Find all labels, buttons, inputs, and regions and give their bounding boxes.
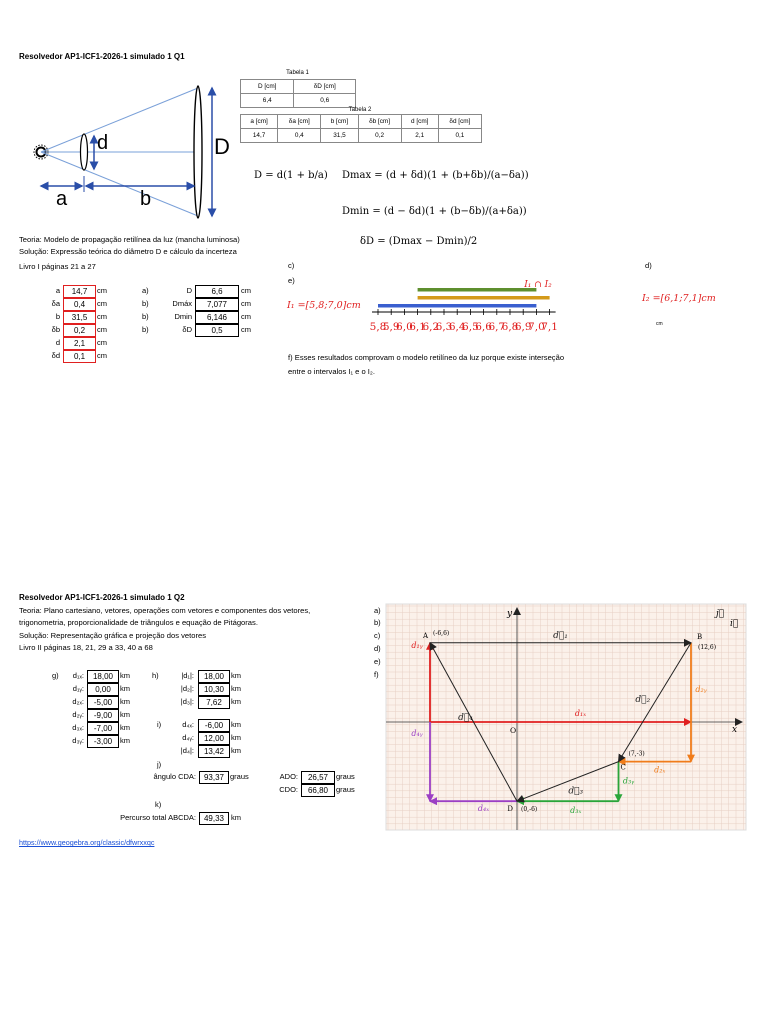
j-ado-unit: graus (336, 772, 355, 781)
unit-vector-i: i⃗ (730, 619, 739, 629)
g-label: d₁ₓ: (72, 671, 84, 680)
g-unit: km (120, 697, 130, 706)
result-label: D (186, 286, 192, 295)
result-unit: cm (241, 299, 251, 308)
result-Dmax: 7,077 (195, 298, 239, 311)
item-a: a) (374, 606, 381, 615)
g-d2y: -9,00 (87, 709, 119, 722)
point-label-A: A (422, 631, 428, 640)
input-label: a (55, 286, 60, 295)
input-label: δb (51, 325, 60, 334)
point-coord-D: (0,-6) (521, 806, 538, 814)
tick-label: 6,7 (488, 321, 506, 333)
tick-label: 5,8 (369, 321, 387, 333)
point-coord-B: (12,6) (698, 643, 717, 651)
item-b: b) (374, 618, 381, 627)
disk-object (81, 134, 88, 170)
j-ado-label: ADO: (279, 772, 298, 781)
tabela1-cell: 6,4 (241, 94, 294, 108)
q1-solucao: Solução: Expressão teórica do diâmetro D e cálculo da incerteza (19, 247, 237, 256)
k-unit: km (231, 813, 241, 822)
tabela2-cell: 2,1 (401, 129, 438, 143)
result-label: δD (182, 325, 192, 334)
h-label: |d₃|: (180, 697, 194, 706)
tick-label: 6,6 (475, 321, 492, 333)
tabela2-caption: Tabela 2 (348, 107, 372, 113)
tabela2-header: b [cm] (321, 115, 358, 129)
tabela2 (240, 114, 482, 143)
diagram-label-d: d (97, 132, 109, 154)
h-unit: km (231, 697, 241, 706)
input-da: 0,4 (63, 298, 96, 311)
tabela2-header: δa [cm] (278, 115, 321, 129)
input-label: δd (51, 351, 60, 360)
point-coord-A: (-6,6) (433, 629, 450, 637)
interval-i1-bar (378, 304, 536, 308)
q2-solucao: Solução: Representação gráfica e projeção dos vetores (19, 631, 207, 640)
k-value: 49,33 (199, 812, 229, 825)
tabela2-header: δd [cm] (438, 115, 481, 129)
result-label: Dmáx (172, 299, 192, 308)
h-d1: 18,00 (198, 670, 230, 683)
i-unit: km (231, 746, 241, 755)
tabela2-cell: 0,1 (438, 129, 481, 143)
point-label-B: B (697, 632, 703, 641)
y-axis-label: y (507, 609, 513, 619)
formula-Dmax: Dmax = (d + δd)(1 + (b+δb)/(a−δa)) (342, 170, 529, 181)
input-label: b (55, 312, 60, 321)
interval-number-line (284, 276, 716, 340)
i-d4x: -6,00 (198, 719, 230, 732)
item-c2: c) (374, 631, 381, 640)
q2-livro: Livro II páginas 18, 21, 29 a 33, 40 a 68 (19, 643, 153, 652)
j-ado-value: 26,57 (301, 771, 335, 784)
point-label-C: C (620, 763, 626, 772)
result-item: b) (142, 312, 149, 321)
q1-livro: Livro I páginas 21 a 27 (19, 262, 96, 271)
label-d3x: d₃ₓ (570, 806, 582, 816)
label-d4x: d₄ₓ (477, 804, 490, 814)
tabela1-cell: 0,6 (294, 94, 356, 108)
j-cdo-value: 66,80 (301, 784, 335, 797)
h-label: |d₁|: (181, 671, 194, 680)
result-label: Dmin (174, 312, 192, 321)
tick-label: 6,8 (501, 321, 519, 333)
result-item: a) (142, 286, 149, 295)
h-unit: km (231, 671, 241, 680)
g-label: d₁ᵧ: (72, 684, 84, 693)
tabela1-caption: Tabela 1 (286, 70, 309, 76)
tick-label: 6,0 (396, 321, 413, 333)
item-f-line2: entre o intervalos I₁ e o I₂. (288, 367, 375, 376)
result-unit: cm (241, 312, 251, 321)
g-unit: km (120, 684, 130, 693)
q2-teoria2: trigonometria, proporcionalidade de triângulos e equação de Pitágoras. (19, 618, 258, 627)
i-d4y: 12,00 (198, 732, 230, 745)
formula-Dmin: Dmin = (d − δd)(1 + (b−δb)/(a+δa)) (342, 206, 527, 217)
result-D: 6,6 (195, 285, 239, 298)
tick-label: 7,1 (541, 321, 558, 333)
item-e: e) (288, 276, 295, 285)
point-label-D: D (507, 805, 513, 814)
h-label: |d₂|: (180, 684, 194, 693)
input-a: 14,7 (63, 285, 96, 298)
interval-i2-bar (418, 296, 550, 300)
label-d4: d⃗₄ (458, 713, 473, 723)
tick-label: 6,9 (514, 321, 532, 333)
screen-shadow (194, 86, 202, 218)
input-unit: cm (97, 312, 107, 321)
label-d1x: d₁ₓ (574, 709, 587, 718)
intersection-bar (418, 288, 537, 292)
g-unit: km (120, 710, 130, 719)
label-d3y: d₃ᵧ (622, 776, 635, 786)
input-b: 31,5 (63, 311, 96, 324)
j-cda-label: ângulo CDA: (153, 772, 196, 781)
input-db: 0,2 (63, 324, 96, 337)
item-d2: d) (374, 644, 381, 653)
q2-teoria1: Teoria: Plano cartesiano, vetores, operações com vetores e componentes dos vetores, (19, 606, 311, 615)
tabela1-header: D [cm] (241, 80, 294, 94)
label-d3: d⃗₃ (568, 786, 584, 797)
formula-D: D = d(1 + b/a) (254, 170, 328, 181)
x-axis-label: x (732, 725, 738, 735)
h-d3: 7,62 (198, 696, 230, 709)
result-item: b) (142, 299, 149, 308)
item-i: i) (157, 720, 162, 729)
item-h: h) (152, 671, 159, 680)
i-label: d₄ₓ: (182, 720, 194, 729)
g-label: d₂ₓ: (72, 697, 84, 706)
tabela2-cell: 31,5 (321, 129, 358, 143)
j-cdo-unit: graus (336, 785, 355, 794)
axis-unit-label: cm (656, 321, 663, 327)
i-unit: km (231, 733, 241, 742)
tick-label: 6,1 (409, 321, 426, 333)
g-d2x: -5,00 (87, 696, 119, 709)
vector-graph (386, 604, 746, 830)
input-d: 2,1 (63, 337, 96, 350)
h-unit: km (231, 684, 241, 693)
g-label: d₂ᵧ: (72, 710, 84, 719)
diagram-label-D: D (214, 134, 230, 159)
input-unit: cm (97, 325, 107, 334)
label-d4y: d₄ᵧ (411, 729, 423, 738)
tick-label: 6,2 (422, 321, 440, 333)
diagram-label-b: b (140, 188, 152, 210)
tick-label: 6,3 (435, 321, 453, 333)
g-unit: km (120, 723, 130, 732)
i-d4: 13,42 (198, 745, 230, 758)
unit-vector-j: j⃗ (716, 609, 725, 619)
item-d: d) (645, 261, 652, 270)
tabela2-cell: 14,7 (241, 129, 278, 143)
tick-label: 7,0 (528, 321, 545, 333)
point-coord-C: (7,-3) (628, 750, 645, 758)
result-dD: 0,5 (195, 324, 239, 337)
interval-i2-label: I₂ =[6,1;7,1]cm (642, 293, 716, 304)
item-k: k) (155, 800, 162, 809)
input-unit: cm (97, 338, 107, 347)
q2-title: Resolvedor AP1-ICF1-2026-1 simulado 1 Q2 (19, 593, 185, 602)
tick-label: 6,4 (448, 321, 466, 333)
tabela1-header: δD [cm] (294, 80, 356, 94)
result-item: b) (142, 325, 149, 334)
input-dd: 0,1 (63, 350, 96, 363)
geogebra-link[interactable]: https://www.geogebra.org/classic/dfwrxxqc (19, 838, 155, 847)
item-j: j) (157, 760, 162, 769)
j-cda-unit: graus (230, 772, 249, 781)
label-d1y: d₁ᵧ (411, 640, 423, 650)
tick-label: 6,5 (462, 321, 479, 333)
g-label: d₃ₓ: (72, 723, 84, 732)
item-c: c) (288, 261, 295, 270)
g-unit: km (120, 736, 130, 745)
item-f-line1: f) Esses resultados comprovam o modelo retilíneo da luz porque existe interseção (288, 353, 565, 362)
k-label: Percurso total ABCDA: (120, 813, 196, 822)
g-d3x: -7,00 (87, 722, 119, 735)
g-unit: km (120, 671, 130, 680)
tick-label: 5,9 (382, 321, 400, 333)
formula-dD: δD = (Dmax − Dmin)/2 (360, 236, 478, 247)
input-label: d (55, 338, 60, 347)
label-d2x: d₂ₓ (654, 765, 666, 775)
input-label: δa (51, 299, 60, 308)
tabela2-header: δb [cm] (358, 115, 401, 129)
input-unit: cm (97, 286, 107, 295)
tabela2-cell: 0,4 (278, 129, 321, 143)
interval-i1-label: I₁ =[5,8;7,0]cm (287, 300, 361, 311)
i-label: |d₄|: (180, 746, 194, 755)
tabela2-header: d [cm] (401, 115, 438, 129)
intersection-label: I₁ ∩ I₂ (524, 280, 552, 290)
label-d2: d⃗₂ (635, 695, 651, 706)
tabela2-header: a [cm] (241, 115, 278, 129)
item-g: g) (52, 671, 59, 680)
input-unit: cm (97, 299, 107, 308)
label-d2y: d₂ᵧ (695, 685, 707, 695)
g-d3y: -3,00 (87, 735, 119, 748)
g-d1x: 18,00 (87, 670, 119, 683)
i-label: d₄ᵧ: (182, 733, 194, 742)
item-f2: f) (374, 670, 379, 679)
input-unit: cm (97, 351, 107, 360)
label-d1: d⃗₁ (553, 630, 568, 641)
item-e2: e) (374, 657, 381, 666)
i-unit: km (231, 720, 241, 729)
g-label: d₃ᵧ: (72, 736, 84, 745)
result-unit: cm (241, 325, 251, 334)
j-cda-value: 93,37 (199, 771, 229, 784)
diagram-label-a: a (56, 188, 68, 210)
result-unit: cm (241, 286, 251, 295)
g-d1y: 0,00 (87, 683, 119, 696)
tabela1 (240, 79, 356, 108)
h-d2: 10,30 (198, 683, 230, 696)
q1-teoria: Teoria: Modelo de propagação retilínea da luz (mancha luminosa) (19, 235, 240, 244)
result-Dmin: 6,146 (195, 311, 239, 324)
j-cdo-label: CDO: (279, 785, 298, 794)
q1-title: Resolvedor AP1-ICF1-2026-1 simulado 1 Q1 (19, 52, 185, 61)
tabela2-cell: 0,2 (358, 129, 401, 143)
origin-label: O (510, 726, 517, 735)
